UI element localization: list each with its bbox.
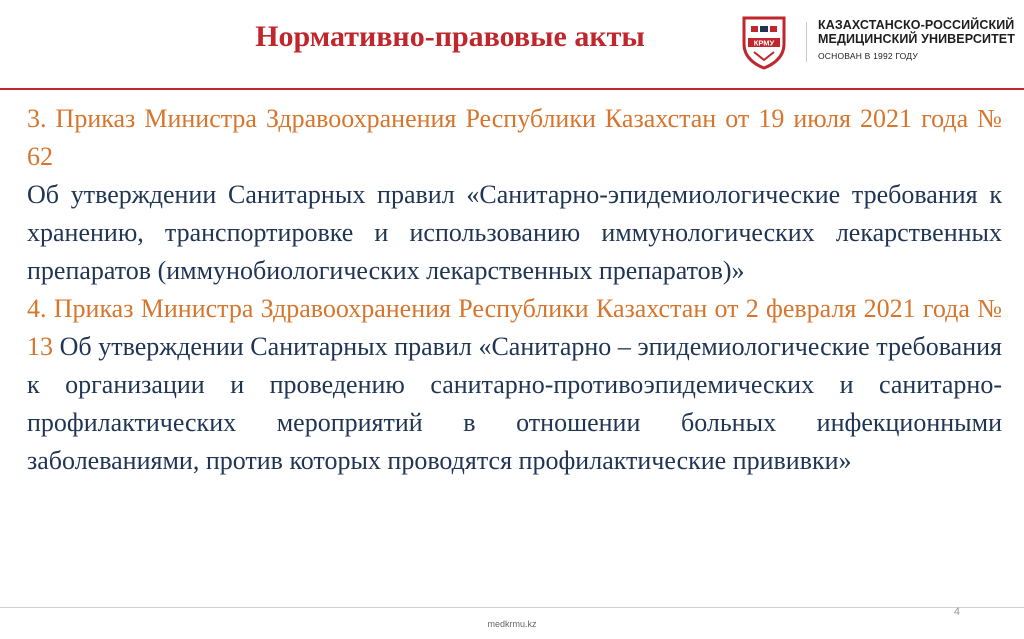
logo-divider: [806, 22, 807, 62]
page-number: 4: [953, 606, 960, 618]
footer-website-link[interactable]: medkrmu.kz: [487, 619, 537, 629]
slide-body: [27, 100, 1002, 480]
university-name-line1: КАЗАХСТАНСКО-РОССИЙСКИЙ: [818, 18, 1015, 32]
item-4: [27, 290, 1002, 480]
item-3-body: Об утверждении Санитарных правил «Санитарно-эпидемиологические требования к хранению, транспортировке и использованию иммунологических лекарственных препаратов (иммунобиологических лекарственных препаратов)»: [27, 180, 1002, 285]
slide-header: [0, 0, 1024, 88]
university-founded: ОСНОВАН В 1992 ГОДУ: [818, 51, 918, 61]
footer-divider: [0, 607, 1024, 608]
item-3-heading: 3. Приказ Министра Здравоохранения Республики Казахстан от 19 июля 2021 года № 62: [27, 104, 1002, 171]
logo-text: КРМУ: [753, 38, 775, 48]
item-4-body: Об утверждении Санитарных правил «Санитарно – эпидемиологические требования к организации и проведению санитарно-противоэпидемических и санитарно-профилактических мероприятий в отношении больных инфекционными заболеваниями, против которых проводятся профилактические прививки»: [27, 332, 1003, 475]
item-3: [27, 100, 1002, 290]
item-4-heading: 4. Приказ Министра Здравоохранения Республики Казахстан от 2 февраля 2021 года № 13: [27, 294, 1002, 361]
krmu-shield-logo-icon: [740, 14, 788, 70]
header-divider: [0, 88, 1024, 90]
university-name: [818, 18, 1018, 62]
slide-title: Нормативно-правовые акты: [255, 20, 645, 53]
university-name-line2: МЕДИЦИНСКИЙ УНИВЕРСИТЕТ: [818, 32, 1015, 46]
